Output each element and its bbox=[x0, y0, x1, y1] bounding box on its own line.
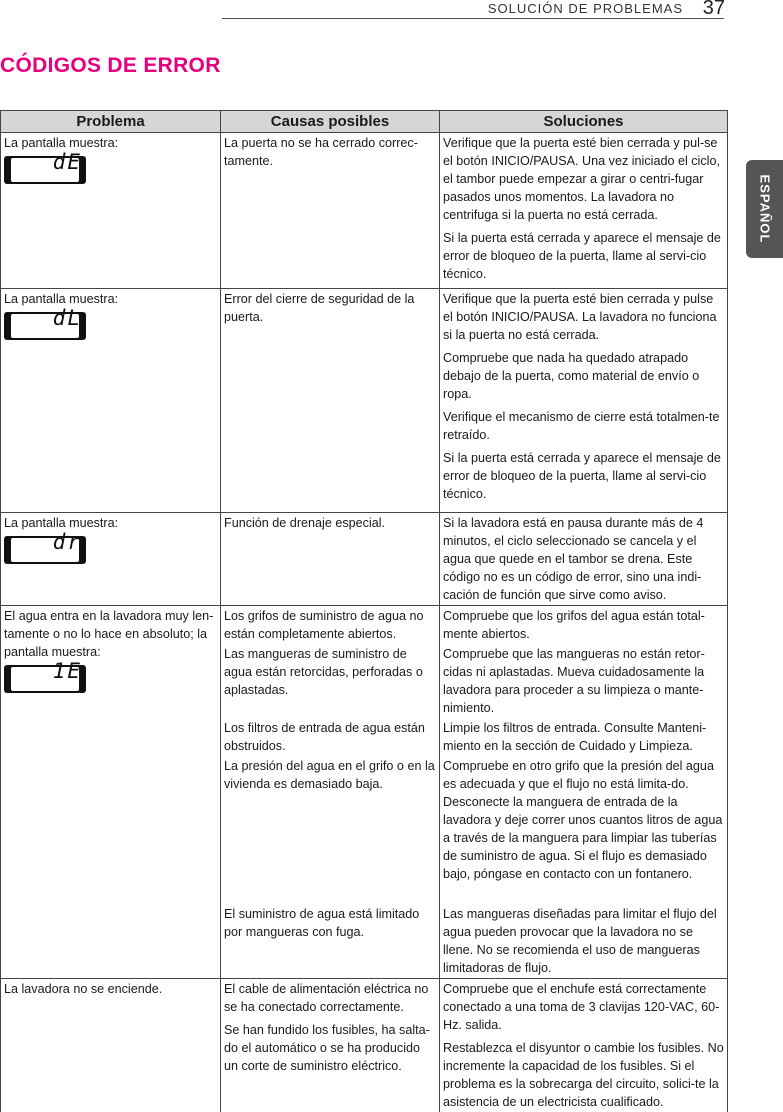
cause-text: Las mangueras de suministro de agua están retorcidas, perforadas o aplastadas. bbox=[224, 647, 423, 697]
error-code: dr bbox=[52, 530, 82, 554]
cause-cell bbox=[221, 644, 440, 718]
lcd-display bbox=[4, 530, 86, 564]
lcd-display bbox=[4, 306, 86, 340]
cause-cell bbox=[221, 606, 440, 645]
causes-cell bbox=[221, 133, 440, 289]
column-header-problem: Problema bbox=[1, 111, 221, 133]
table-row-dr bbox=[1, 513, 728, 606]
error-code: 1E bbox=[52, 659, 82, 683]
problem-text: El agua entra en la lavadora muy len-tamente o no lo hace en absoluto; la pantalla muestra: bbox=[4, 609, 214, 659]
problem-cell bbox=[1, 979, 221, 1112]
solution-text: Verifique el mecanismo de cierre está totalmen-te retraído. bbox=[443, 410, 720, 442]
cause-cell bbox=[221, 718, 440, 756]
error-codes-table bbox=[0, 110, 728, 1112]
lcd-display bbox=[4, 659, 86, 693]
solution-cell bbox=[440, 904, 728, 979]
solutions-cell bbox=[440, 133, 728, 289]
cause-text: La presión del agua en el grifo o en la vivienda es demasiado baja. bbox=[224, 759, 435, 791]
header-rule bbox=[222, 18, 724, 19]
solution-text: Si la puerta está cerrada y aparece el mensaje de error de bloqueo de la puerta, llame al servi-cio técnico. bbox=[443, 451, 721, 501]
problem-cell bbox=[1, 289, 221, 513]
cause-text: Los grifos de suministro de agua no están completamente abiertos. bbox=[224, 609, 424, 641]
table-row-de bbox=[1, 133, 728, 289]
solution-text: Compruebe que los grifos del agua están total-mente abiertos. bbox=[443, 609, 705, 641]
solution-text: Limpie los filtros de entrada. Consulte Manteni-miento en la sección de Cuidado y Limpieza. bbox=[443, 721, 707, 753]
cause-text: Función de drenaje especial. bbox=[224, 516, 386, 530]
table-row-ie bbox=[1, 606, 728, 645]
solution-text: Verifique que la puerta esté bien cerrada y pul-se el botón INICIO/PAUSA. Una vez iniciado el ciclo, el tambor puede empezar a girar o centri-fugar pasados unos momentos. La lavadora no centrifuga si la puerta no está cerrada. bbox=[443, 136, 720, 222]
cause-text: El suministro de agua está limitado por mangueras con fuga. bbox=[224, 907, 420, 939]
problem-text: La pantalla muestra: bbox=[4, 136, 119, 150]
solution-text: Compruebe que nada ha quedado atrapado debajo de la puerta, como material de envío o ropa. bbox=[443, 351, 700, 401]
error-code: dE bbox=[52, 150, 82, 174]
solutions-cell bbox=[440, 513, 728, 606]
cause-text: El cable de alimentación eléctrica no se ha conectado correctamente. bbox=[224, 982, 429, 1014]
solution-text: Compruebe en otro grifo que la presión del agua es adecuada y que el flujo no está limita-do. Desconecte la manguera de entrada de la lavadora y deje correr unos cuantos litros de agua a través de la manguera para limpiar las tuberías de suministro de agua. Si el flujo es demasiado bajo, póngase en contacto con un fontanero. bbox=[443, 759, 723, 881]
table-row-power bbox=[1, 979, 728, 1112]
cause-cell bbox=[221, 904, 440, 979]
causes-cell bbox=[221, 289, 440, 513]
problem-cell bbox=[1, 133, 221, 289]
solution-text: Compruebe que el enchufe está correctamente conectado a una toma de 3 clavijas 120-VAC, 60-Hz. salida. bbox=[443, 982, 720, 1032]
causes-cell bbox=[221, 513, 440, 606]
solutions-cell bbox=[440, 979, 728, 1112]
solution-cell bbox=[440, 644, 728, 718]
section-title: CÓDIGOS DE ERROR bbox=[0, 54, 221, 77]
solution-text: Verifique que la puerta esté bien cerrada y pulse el botón INICIO/PAUSA. La lavadora no funciona si la puerta no está cerrada. bbox=[443, 292, 717, 342]
problem-text: La lavadora no se enciende. bbox=[4, 982, 163, 996]
cause-text: La puerta no se ha cerrado correc-tamente. bbox=[224, 136, 418, 168]
solution-text: Restablezca el disyuntor o cambie los fusibles. No incremente la capacidad de los fusibles. Si el problema es la sobrecarga del circuito, solici-te la asistencia de un electricista cualificado. bbox=[443, 1041, 724, 1109]
table-header-row bbox=[1, 111, 728, 133]
solution-text: Las mangueras diseñadas para limitar el flujo del agua pueden provocar que la lavadora no se llene. No se recomienda el uso de mangueras limitadoras de flujo. bbox=[443, 907, 717, 975]
solution-text: Si la lavadora está en pausa durante más de 4 minutos, el ciclo seleccionado se cancela y el agua que quede en el tambor se drena. Este código no es un código de error, sino una indi-cación de función que sirve como aviso. bbox=[443, 516, 704, 602]
problem-cell bbox=[1, 606, 221, 979]
solution-cell bbox=[440, 718, 728, 756]
causes-cell bbox=[221, 979, 440, 1112]
error-code: dL bbox=[52, 306, 82, 330]
solution-cell bbox=[440, 606, 728, 645]
cause-cell bbox=[221, 756, 440, 904]
problem-text: La pantalla muestra: bbox=[4, 516, 119, 530]
table-row-dl bbox=[1, 289, 728, 513]
language-side-tab bbox=[746, 160, 783, 258]
solutions-cell bbox=[440, 289, 728, 513]
solution-cell bbox=[440, 756, 728, 904]
problem-cell bbox=[1, 513, 221, 606]
side-tab-label: ESPAÑOL bbox=[757, 174, 772, 244]
column-header-causes: Causas posibles bbox=[221, 111, 440, 133]
header-section-title: SOLUCIÓN DE PROBLEMAS bbox=[487, 1, 683, 16]
cause-text: Los filtros de entrada de agua están obstruidos. bbox=[224, 721, 425, 753]
solution-text: Si la puerta está cerrada y aparece el mensaje de error de bloqueo de la puerta, llame al servi-cio técnico. bbox=[443, 231, 721, 281]
page-number: 37 bbox=[702, 0, 725, 19]
problem-text: La pantalla muestra: bbox=[4, 292, 119, 306]
cause-text: Error del cierre de seguridad de la puerta. bbox=[224, 292, 415, 324]
page-header bbox=[0, 0, 783, 22]
lcd-display bbox=[4, 150, 86, 184]
solution-text: Compruebe que las mangueras no están retor-cidas ni aplastadas. Mueva cuidadosamente la lavadora para proceder a su limpieza o mante-nimiento. bbox=[443, 647, 705, 715]
column-header-solutions: Soluciones bbox=[440, 111, 728, 133]
cause-text: Se han fundido los fusibles, ha salta-do el automático o se ha producido un corte de suministro eléctrico. bbox=[224, 1023, 430, 1073]
